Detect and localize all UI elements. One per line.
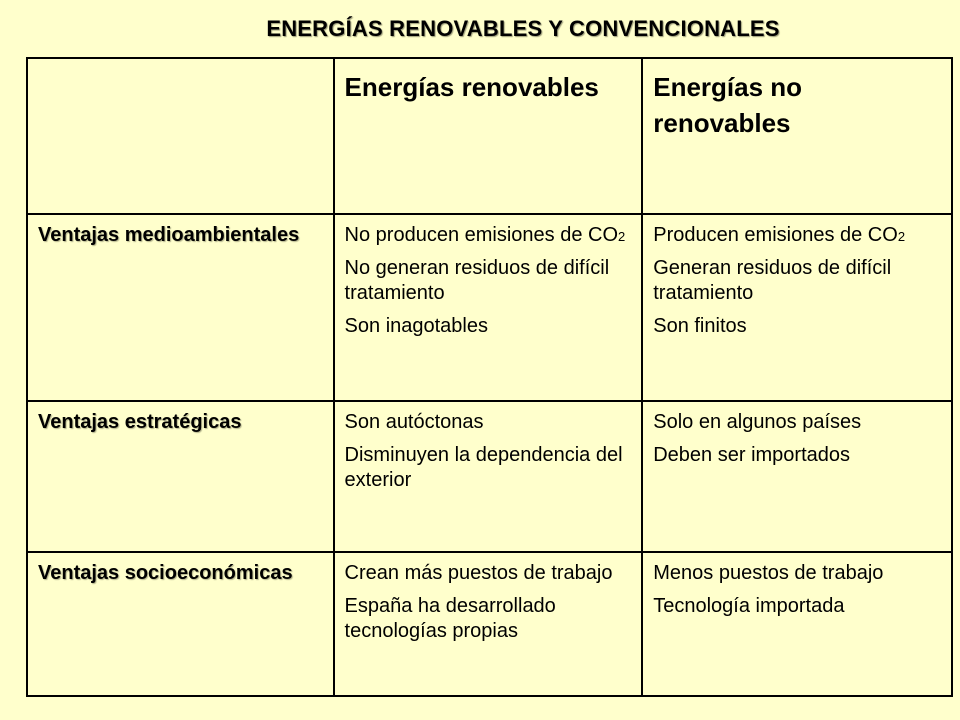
cell-point: Son inagotables: [344, 315, 488, 338]
cell-renewable-environmental: [334, 214, 643, 401]
cell-renewable-strategic: [334, 401, 643, 552]
row-label-socioeconomic: Ventajas socioeconómicas: [27, 552, 334, 696]
table-row: [27, 214, 952, 401]
subscript: 2: [618, 229, 626, 244]
comparison-table: [26, 57, 953, 697]
cell-renewable-socioeconomic: [334, 552, 643, 696]
cell-point: Tecnología importada: [653, 595, 845, 618]
row-label-environmental: Ventajas medioambientales: [27, 214, 334, 401]
subscript: 2: [897, 229, 906, 244]
cell-point: España ha desarrollado tecnologías propias: [344, 595, 556, 642]
cell-point: Producen emisiones de CO2: [653, 224, 906, 246]
cell-point: Son finitos: [653, 315, 747, 338]
cell-point: Disminuyen la dependencia del exterior: [344, 444, 623, 491]
table-header-row: [27, 58, 952, 214]
cell-non-renewable-socioeconomic: [642, 552, 952, 696]
table-row: [27, 401, 952, 552]
cell-point: No producen emisiones de CO2: [344, 224, 626, 246]
cell-point: Deben ser importados: [653, 444, 851, 467]
cell-point: Crean más puestos de trabajo: [344, 562, 613, 584]
header-renewable: Energías renovables: [334, 58, 643, 214]
cell-non-renewable-environmental: [642, 214, 952, 401]
header-non-renewable: Energías no renovables: [642, 58, 952, 214]
row-label-strategic: Ventajas estratégicas: [27, 401, 334, 552]
cell-point: Generan residuos de difícil tratamiento: [653, 257, 892, 304]
cell-point: Menos puestos de trabajo: [653, 562, 884, 584]
cell-point: Solo en algunos países: [653, 411, 862, 433]
header-corner-cell: [27, 58, 334, 214]
cell-point: No generan residuos de difícil tratamiento: [344, 257, 610, 304]
table-row: [27, 552, 952, 696]
cell-non-renewable-strategic: [642, 401, 952, 552]
slide-title: ENERGÍAS RENOVABLES Y CONVENCIONALES: [266, 16, 780, 41]
cell-point: Son autóctonas: [344, 411, 484, 433]
